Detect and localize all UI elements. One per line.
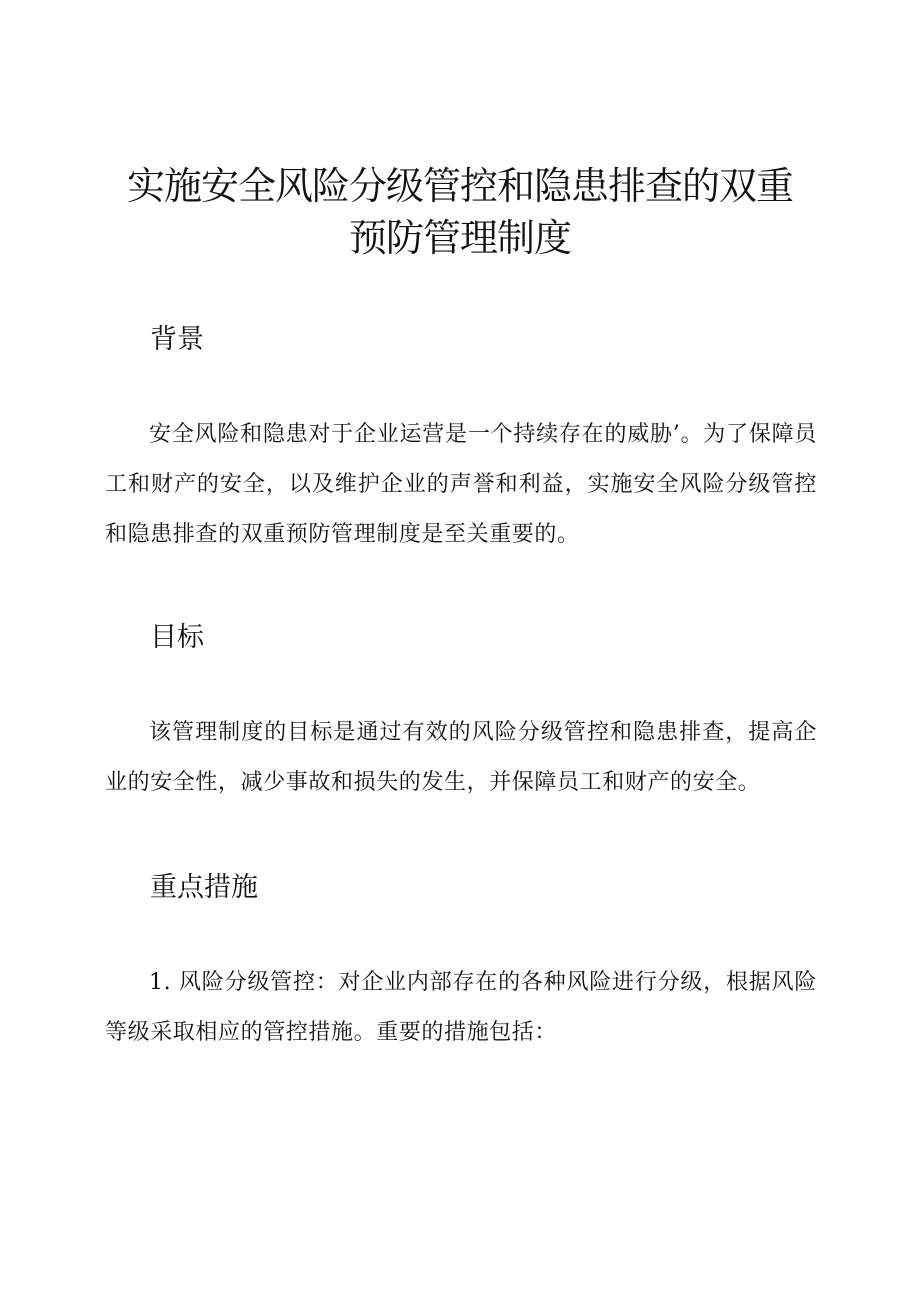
document-title: 实施安全风险分级管控和隐患排查的双重预防管理制度 xyxy=(126,164,793,260)
section-paragraph-key-measures: 1. 风险分级管控：对企业内部存在的各种风险进行分级，根据风险等级采取相应的管控措施。重要的措施包括： xyxy=(105,970,817,1045)
section-heading-goal: 目标 xyxy=(150,622,204,653)
section-paragraph-goal: 该管理制度的目标是通过有效的风险分级管控和隐患排查，提高企业的安全性，减少事故和损失的发生，并保障员工和财产的安全。 xyxy=(105,720,817,795)
section-paragraph-background: 安全风险和隐患对于企业运营是一个持续存在的威胁’。为了保障员工和财产的安全，以及维护企业的声誉和利益，实施安全风险分级管控和隐患排查的双重预防管理制度是至关重要的。 xyxy=(105,422,817,547)
section-heading-key-measures: 重点措施 xyxy=(150,872,258,903)
section-heading-background: 背景 xyxy=(150,324,204,355)
